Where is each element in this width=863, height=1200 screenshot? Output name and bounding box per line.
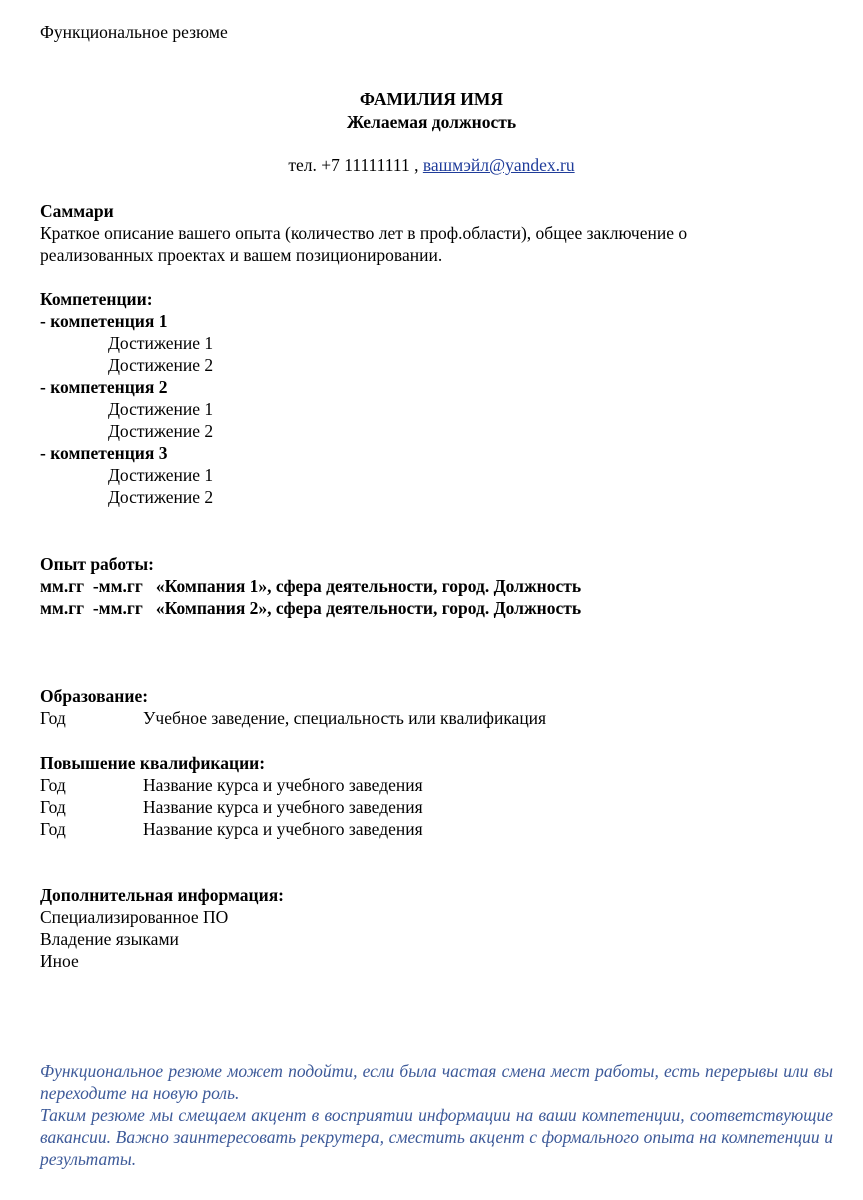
additional-title: Дополнительная информация: [40,885,284,905]
additional-item: Владение языками [40,929,179,949]
training-title: Повышение квалификации: [40,753,266,773]
training-year: Год [40,775,66,795]
desired-position: Желаемая должность [346,112,517,132]
training-row [40,818,833,840]
training-year: Год [40,819,66,839]
achievement-item: Достижение 2 [108,355,214,375]
training-text: Название курса и учебного заведения [143,819,423,839]
training-row [40,774,833,796]
advice-note-paragraph-2: Таким резюме мы смещаем акцент в восприятии информации на ваши компетенции, соответствующие вакансии. Важно заинтересовать рекрутера, сместить акцент с формального опыта на компетенции и результаты. [40,1105,833,1169]
phone-text: тел. +7 11111111 , [288,155,419,175]
education-row [40,707,833,729]
achievement-item: Достижение 2 [108,421,214,441]
document-header-label: Функциональное резюме [40,22,228,42]
achievement-item: Достижение 2 [108,487,214,507]
summary-title: Саммари [40,201,114,221]
full-name: ФАМИЛИЯ ИМЯ [359,89,504,109]
summary-text-line-1: Краткое описание вашего опыта (количество лет в проф.области), общее заключение о [40,223,688,243]
education-year: Год [40,708,66,728]
training-row [40,796,833,818]
experience-row: мм.гг -мм.гг «Компания 2», сфера деятельности, город. Должность [40,598,582,618]
advice-note-paragraph-1: Функциональное резюме может подойти, если была частая смена мест работы, есть перерывы или вы переходите на новую роль. [40,1061,833,1103]
education-title: Образование: [40,686,149,706]
training-text: Название курса и учебного заведения [143,797,423,817]
experience-title: Опыт работы: [40,554,154,574]
education-text: Учебное заведение, специальность или квалификация [143,708,547,728]
competencies-title: Компетенции: [40,289,153,309]
contact-line [0,154,863,176]
competency-name: - компетенция 3 [40,443,168,463]
competency-name: - компетенция 1 [40,311,168,331]
achievement-item: Достижение 1 [108,399,214,419]
additional-item: Иное [40,951,79,971]
training-year: Год [40,797,66,817]
competency-name: - компетенция 2 [40,377,168,397]
email-link[interactable]: вашмэйл@yandex.ru [422,155,575,175]
achievement-item: Достижение 1 [108,465,214,485]
additional-item: Специализированное ПО [40,907,229,927]
summary-text-line-2: реализованных проектах и вашем позиционировании. [40,245,443,265]
training-text: Название курса и учебного заведения [143,775,423,795]
achievement-item: Достижение 1 [108,333,214,353]
experience-row: мм.гг -мм.гг «Компания 1», сфера деятельности, город. Должность [40,576,582,596]
